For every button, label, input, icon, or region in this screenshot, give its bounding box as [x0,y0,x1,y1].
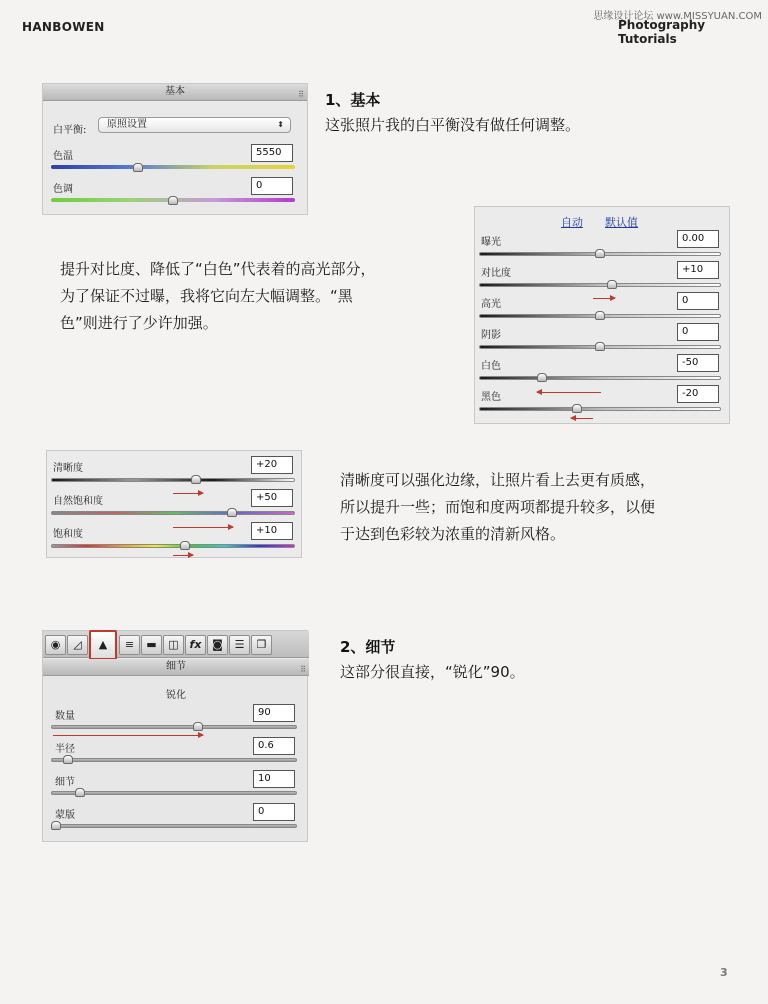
slider-value-input[interactable]: +20 [251,456,293,474]
slider-label: 黑色 [481,392,501,403]
tone-line-1: 提升对比度、降低了“白色”代表着的高光部分， [60,260,376,278]
slider-thumb[interactable] [572,404,582,413]
slider-label: 高光 [481,299,501,310]
red-right-arrow-icon [173,493,203,494]
basic-panel-header [43,84,307,101]
slider-track[interactable] [51,791,297,795]
tone-paragraph [60,256,440,337]
slider-label: 半径 [55,744,75,755]
page-number: 3 [720,966,728,979]
slider-value-input[interactable]: 0.6 [253,737,295,755]
slider-label: 清晰度 [53,463,83,474]
slider-value-input[interactable]: -20 [677,385,719,403]
slider-track[interactable] [51,758,297,762]
slider-thumb[interactable] [75,788,85,797]
hsl-icon[interactable]: ≡ [119,635,140,655]
temp-slider-thumb[interactable] [133,163,143,172]
detail-panel-header [43,659,309,676]
detail-mountain-icon[interactable]: ▲ [89,630,117,660]
brand-name: HANBOWEN [22,20,105,34]
presence-panel [46,450,302,558]
auto-link[interactable]: 自动 [561,216,583,229]
tone-curve-icon[interactable]: ◿ [67,635,88,655]
presence-paragraph [340,467,740,548]
aperture-icon[interactable]: ◉ [45,635,66,655]
slider-thumb[interactable] [63,755,73,764]
tone-panel [474,206,730,424]
slider-label: 白色 [481,361,501,372]
tint-slider-thumb[interactable] [168,196,178,205]
slider-track[interactable] [51,725,297,729]
slider-value-input[interactable]: 0 [677,323,719,341]
slider-track[interactable] [479,283,721,287]
detail-panel-title: 细节 [166,661,186,672]
presence-line-1: 清晰度可以强化边缘，让照片看上去更有质感， [340,471,656,489]
slider-value-input[interactable]: 0.00 [677,230,719,248]
slider-value-input[interactable]: 90 [253,704,295,722]
section1-title: 1、基本 [325,91,381,109]
temp-input[interactable]: 5550 [251,144,293,162]
watermark: 思缘设计论坛 www.MISSYUAN.COM [593,11,762,22]
tint-input[interactable]: 0 [251,177,293,195]
temp-slider-track[interactable] [51,165,295,169]
sharpen-title: 锐化 [166,690,186,701]
slider-label: 自然饱和度 [53,496,103,507]
red-right-arrow-icon [173,555,193,556]
slider-label: 阴影 [481,330,501,341]
slider-thumb[interactable] [180,541,190,550]
slider-track[interactable] [51,824,297,828]
slider-value-input[interactable]: -50 [677,354,719,372]
tone-line-3: 色”则进行了少许加强。 [60,314,218,332]
slider-label: 细节 [55,777,75,788]
snapshots-icon[interactable]: ❐ [251,635,272,655]
wb-select-value: 原照设置 [107,119,147,130]
grip-icon[interactable]: ⠿ [298,90,304,99]
slider-label: 数量 [55,711,75,722]
slider-label: 饱和度 [53,529,83,540]
slider-value-input[interactable]: +10 [677,261,719,279]
red-right-arrow-icon [53,735,203,736]
section1-text: 这张照片我的白平衡没有做任何调整。 [325,116,581,134]
temp-label: 色温 [53,151,73,162]
slider-value-input[interactable]: +10 [251,522,293,540]
red-right-arrow-icon [173,527,233,528]
slider-thumb[interactable] [193,722,203,731]
slider-label: 曝光 [481,237,501,248]
presence-line-3: 于达到色彩较为浓重的清新风格。 [340,525,566,543]
slider-value-input[interactable]: 0 [253,803,295,821]
slider-track[interactable] [51,478,295,482]
detail-toolbar [43,631,309,658]
slider-label: 蒙版 [55,810,75,821]
tone-line-2: 为了保证不过曝，我将它向左大幅调整。“黑 [60,287,353,305]
select-arrows-icon: ⬍ [277,120,284,129]
slider-thumb[interactable] [537,373,547,382]
presence-line-2: 所以提升一些；而饱和度两项都提升较多，以便 [340,498,656,516]
slider-thumb[interactable] [595,249,605,258]
fx-icon[interactable]: fx [185,635,206,655]
slider-track[interactable] [479,407,721,411]
slider-track[interactable] [51,511,295,515]
slider-thumb[interactable] [227,508,237,517]
slider-label: 对比度 [481,268,511,279]
slider-track[interactable] [479,376,721,380]
default-link[interactable]: 默认值 [605,216,638,229]
red-left-arrow-icon [537,392,601,393]
basic-panel [42,83,308,215]
camera-icon[interactable]: ◙ [207,635,228,655]
tutorials-title: Photography Tutorials [618,18,706,46]
wb-select[interactable] [98,117,291,133]
slider-thumb[interactable] [191,475,201,484]
slider-value-input[interactable]: 0 [677,292,719,310]
slider-value-input[interactable]: 10 [253,770,295,788]
section2-title: 2、细节 [340,638,396,656]
slider-thumb[interactable] [595,342,605,351]
basic-panel-title: 基本 [165,86,185,97]
slider-thumb[interactable] [595,311,605,320]
split-toning-icon[interactable]: ▬ [141,635,162,655]
tint-label: 色调 [53,184,73,195]
presets-icon[interactable]: ☰ [229,635,250,655]
wb-label: 白平衡: [53,125,87,136]
section2-text: 这部分很直接，“锐化”90。 [340,663,525,681]
slider-value-input[interactable]: +50 [251,489,293,507]
slider-thumb[interactable] [51,821,61,830]
red-right-arrow-icon [593,298,615,299]
slider-track[interactable] [51,544,295,548]
red-left-arrow-icon [571,418,593,419]
lens-corrections-icon[interactable]: ◫ [163,635,184,655]
slider-thumb[interactable] [607,280,617,289]
detail-panel [42,630,308,842]
grip-icon[interactable]: ⠿ [300,665,306,674]
